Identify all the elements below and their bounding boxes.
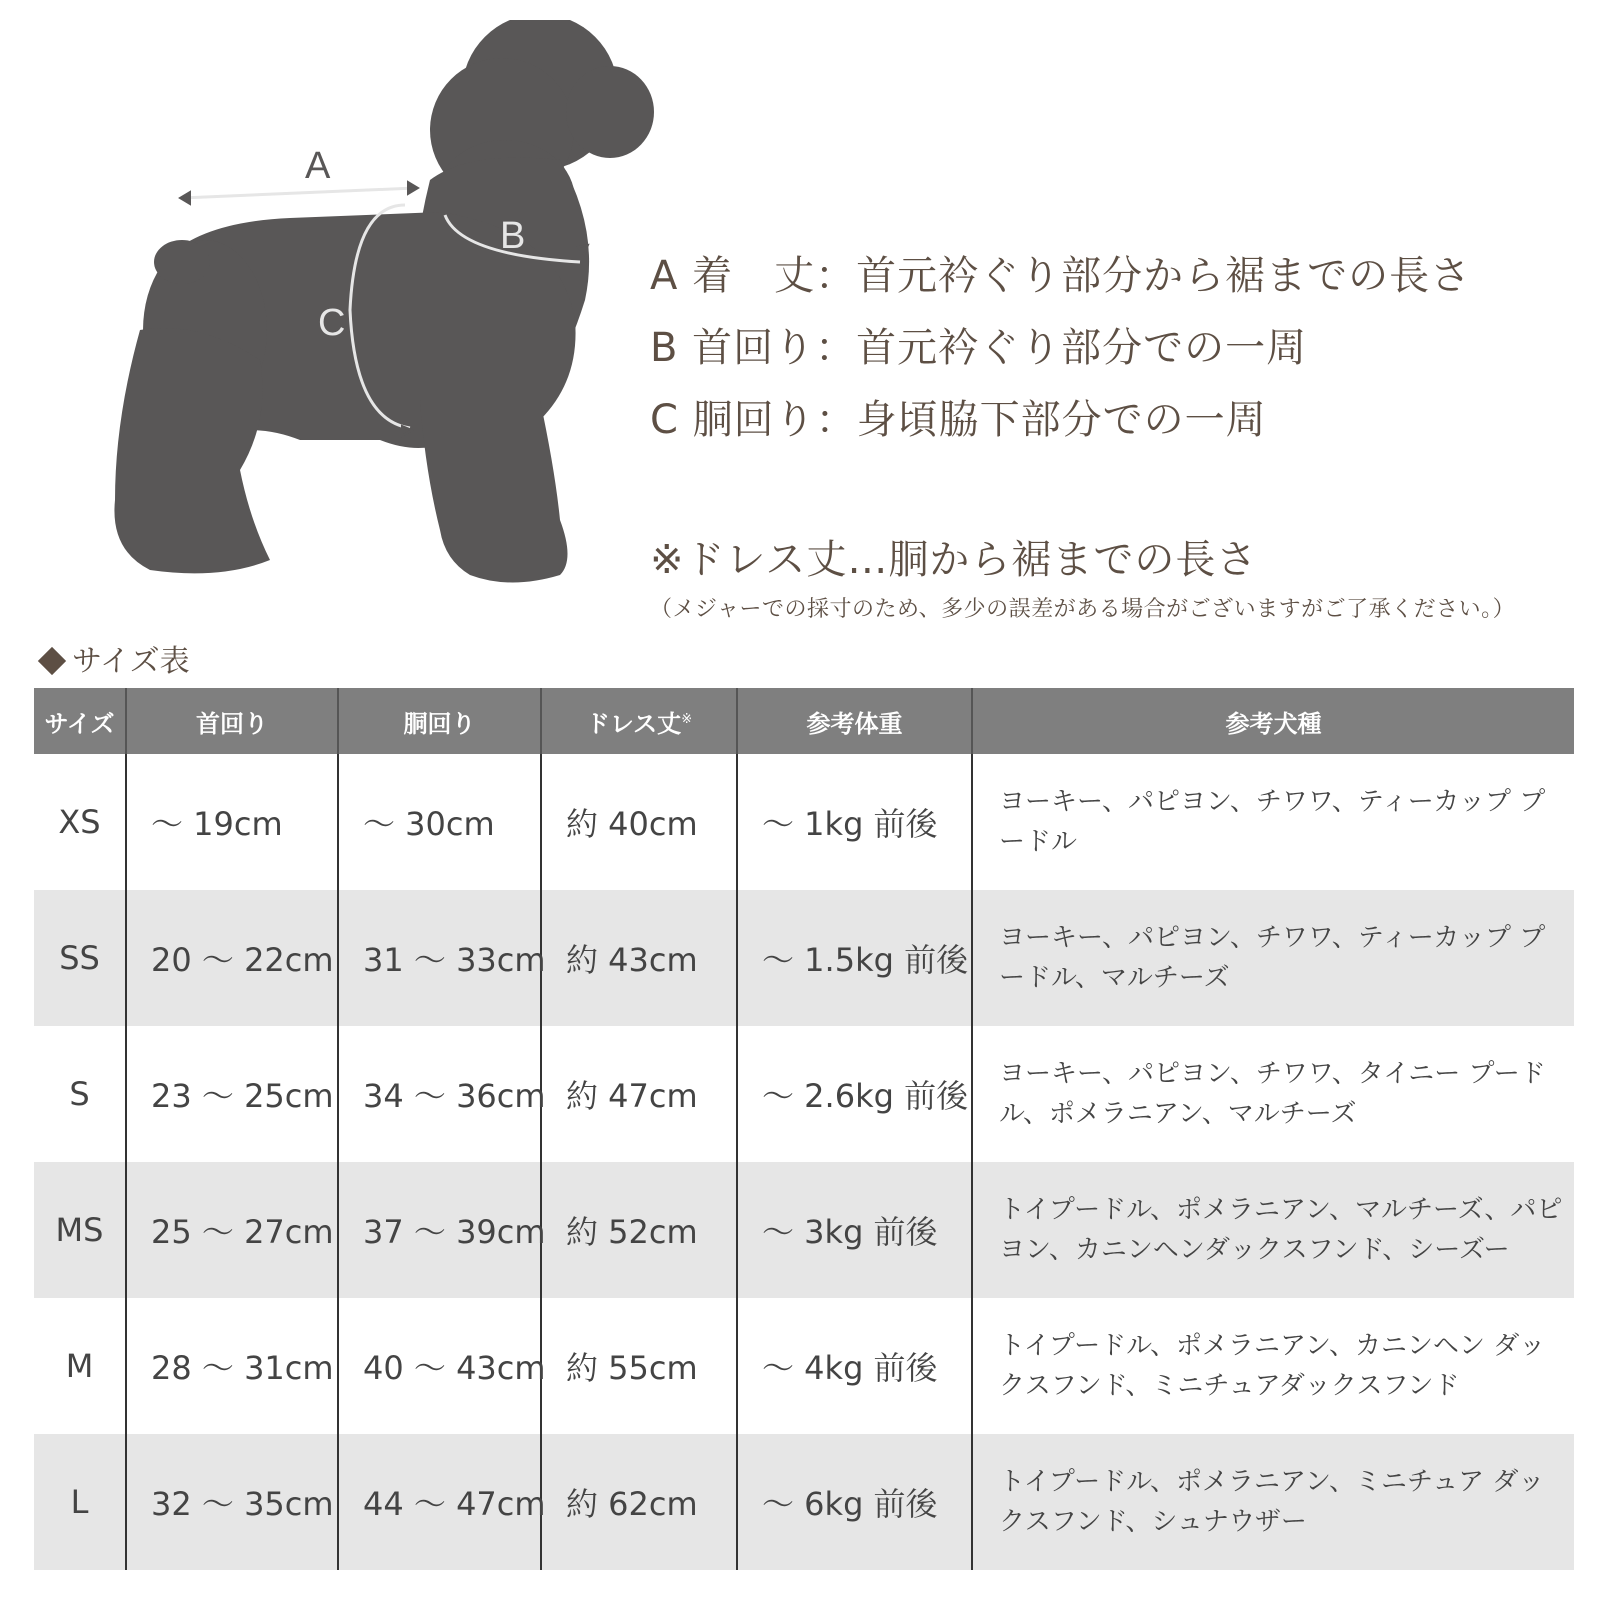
cell-breeds: ヨーキー、パピヨン、チワワ、タイニー プードル、ポメラニアン、マルチーズ xyxy=(972,1026,1574,1162)
cell-dress-length: 約 62cm xyxy=(541,1434,737,1570)
cell-chest: 31 ～ 33cm xyxy=(338,890,541,1026)
cell-weight: ～ 1kg 前後 xyxy=(737,754,972,890)
cell-chest: 44 ～ 47cm xyxy=(338,1434,541,1570)
cell-weight: ～ 6kg 前後 xyxy=(737,1434,972,1570)
header-dress-length xyxy=(541,688,737,754)
cell-dress-length: 約 47cm xyxy=(541,1026,737,1162)
cell-weight: ～ 4kg 前後 xyxy=(737,1298,972,1434)
table-row xyxy=(34,1162,1574,1298)
header-size: サイズ xyxy=(34,688,126,754)
cell-neck: 20 ～ 22cm xyxy=(126,890,338,1026)
legend-dress-length: ※ドレス丈…胴から裾までの長さ xyxy=(650,537,1258,583)
cell-size: MS xyxy=(34,1162,126,1298)
header-dress-mark: ※ xyxy=(681,711,693,727)
table-header-row xyxy=(34,688,1574,754)
dog-measurement-diagram xyxy=(100,20,680,600)
label-a: A xyxy=(305,145,331,187)
cell-chest: ～ 30cm xyxy=(338,754,541,890)
cell-neck: 23 ～ 25cm xyxy=(126,1026,338,1162)
cell-size: L xyxy=(34,1434,126,1570)
cell-chest: 40 ～ 43cm xyxy=(338,1298,541,1434)
size-table xyxy=(34,688,1574,1570)
cell-breeds: トイプードル、ポメラニアン、カニンヘン ダックスフンド、ミニチュアダックスフンド xyxy=(972,1298,1574,1434)
header-dress-length-text: ドレス丈 xyxy=(585,709,682,738)
table-row xyxy=(34,754,1574,890)
cell-size: XS xyxy=(58,803,101,841)
cell-size: SS xyxy=(34,890,126,1026)
cell-neck: 25 ～ 27cm xyxy=(126,1162,338,1298)
size-table-title xyxy=(36,636,190,680)
cell-dress-length: 約 52cm xyxy=(541,1162,737,1298)
header-chest: 胴回り xyxy=(338,688,541,754)
cell-breeds: ヨーキー、パピヨン、チワワ、ティーカップ プードル xyxy=(972,754,1574,890)
cell-chest: 34 ～ 36cm xyxy=(338,1026,541,1162)
dog-silhouette xyxy=(114,20,654,583)
legend-c-chest: C 胴回り：身頃脇下部分での一周 xyxy=(650,397,1267,443)
cell-weight: ～ 2.6kg 前後 xyxy=(737,1026,972,1162)
table-row xyxy=(34,890,1574,1026)
table-row xyxy=(34,1026,1574,1162)
cell-breeds: トイプードル、ポメラニアン、マルチーズ、パピヨン、カニンヘンダックスフンド、シーズー xyxy=(972,1162,1574,1298)
cell-neck: ～ 19cm xyxy=(126,754,338,890)
label-b: B xyxy=(500,215,526,257)
table-row xyxy=(34,1434,1574,1570)
cell-size: S xyxy=(69,1075,90,1113)
cell-breeds: ヨーキー、パピヨン、チワワ、ティーカップ プードル、マルチーズ xyxy=(972,890,1574,1026)
diamond-icon xyxy=(38,647,66,675)
header-breeds: 参考犬種 xyxy=(972,688,1574,754)
cell-weight: ～ 3kg 前後 xyxy=(737,1162,972,1298)
cell-dress-length: 約 40cm xyxy=(541,754,737,890)
header-neck: 首回り xyxy=(126,688,338,754)
cell-dress-length: 約 55cm xyxy=(541,1298,737,1434)
label-c: C xyxy=(318,302,346,344)
cell-dress-length: 約 43cm xyxy=(541,890,737,1026)
legend-b-neck: B 首回り：首元衿ぐり部分での一周 xyxy=(650,325,1308,371)
header-weight: 参考体重 xyxy=(737,688,972,754)
cell-breeds: トイプードル、ポメラニアン、ミニチュア ダックスフンド、シュナウザー xyxy=(972,1434,1574,1570)
table-row xyxy=(34,1298,1574,1434)
cell-chest: 37 ～ 39cm xyxy=(338,1162,541,1298)
measurement-note: （メジャーでの採寸のため、多少の誤差がある場合がございますがご了承ください。） xyxy=(650,597,1516,622)
cell-weight: ～ 1.5kg 前後 xyxy=(737,890,972,1026)
cell-neck: 32 ～ 35cm xyxy=(126,1434,338,1570)
size-table-title-text: サイズ表 xyxy=(72,644,190,679)
cell-size: M xyxy=(65,1347,94,1385)
legend-a-length: A 着 丈：首元衿ぐり部分から裾までの長さ xyxy=(650,253,1472,299)
cell-neck: 28 ～ 31cm xyxy=(126,1298,338,1434)
